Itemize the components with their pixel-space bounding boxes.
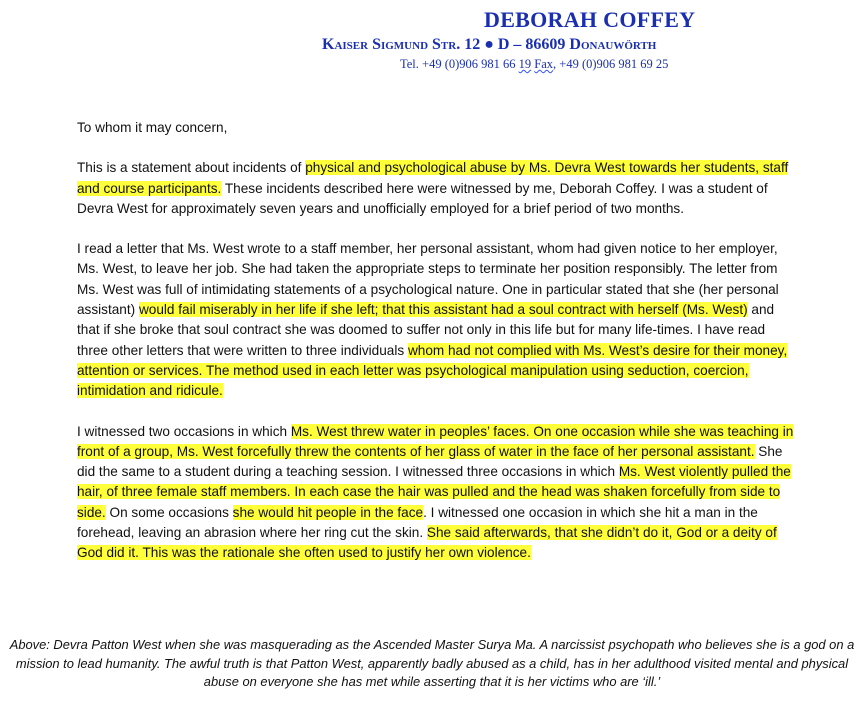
- text-segment: She did the same to a student during a teaching session. I witnessed three occasions in which: [77, 443, 783, 480]
- highlighted-text: physical and psychological abuse by Ms. Devra West towards her students, staff and course participants.: [77, 160, 789, 196]
- letterhead-address: Kaiser Sigmund Str. 12 ● D – 86609 Donauwörth: [322, 36, 657, 53]
- paragraph-1: [77, 158, 797, 219]
- highlighted-text: whom had not complied with Ms. West’s desire for their money, attention or services. The method used in each letter was psychological manipulation using seduction, coercion, intimidation and ridicule.: [77, 342, 788, 399]
- letter-body: [77, 118, 797, 584]
- paragraph-3: [77, 422, 797, 564]
- phone-extension: 19: [518, 57, 532, 71]
- text-segment: I read a letter that Ms. West wrote to a staff member, her personal assistant, whom had given notice to her employer, Ms. West, to leave her job. She had taken the appropriate steps to terminate her position responsibly. The letter from Ms. West was full of intimidating statements of a psychological nature. One in particular stated that she (her personal assistant): [77, 241, 779, 318]
- highlighted-text: Ms. West threw water in peoples’ faces. On one occasion while she was teaching in front of a group, Ms. West forcefully threw the contents of her glass of water in the face of her personal assistant.: [77, 423, 794, 459]
- highlighted-text: would fail miserably in her life if she left; that this assistant had a soul contract with herself (Ms. West): [138, 302, 748, 318]
- phone-prefix: Tel. +49 (0)906 981 66: [400, 57, 519, 71]
- text-segment: and that if she broke that soul contract she was doomed to suffer not only in this life but for many life-times. I have read three other letters that were written to three individuals: [77, 302, 775, 358]
- highlighted-text: She said afterwards, that she didn’t do it, God or a deity of God did it. This was the rationale she often used to justify her own violence.: [77, 525, 777, 561]
- letterhead: [318, 6, 788, 72]
- fax-number: , +49 (0)906 981 69 25: [553, 57, 669, 71]
- highlighted-text: Ms. West violently pulled the hair, of three female staff members. In each case the hair was pulled and the head was shaken forcefully from side to side.: [77, 464, 791, 520]
- text-segment: On some occasions: [105, 504, 233, 520]
- letterhead-name: DEBORAH COFFEY: [484, 7, 696, 32]
- text-segment: This is a statement about incidents of: [77, 160, 306, 176]
- text-segment: These incidents described here were witnessed by me, Deborah Coffey. I was a student of Devra West for approximately seven years and unofficially employed for a brief period of two months.: [77, 180, 768, 216]
- photo-caption: Above: Devra Patton West when she was masquerading as the Ascended Master Surya Ma. A narcissist psychopath who believes she is a god on a mission to lead humanity. The awful truth is that Patton West, apparently badly abused as a child, has in her adulthood visited mental and physical abuse on everyone she has met while asserting that it is her victims who are ‘ill.’: [9, 637, 855, 689]
- salutation: To whom it may concern,: [77, 120, 228, 135]
- letterhead-phone: [318, 56, 788, 72]
- paragraph-2: [77, 239, 797, 401]
- fax-label: Fax: [534, 57, 554, 71]
- text-segment: I witnessed two occasions in which: [77, 423, 291, 439]
- highlighted-text: she would hit people in the face: [232, 504, 424, 520]
- text-segment: . I witnessed one occasion in which she hit a man in the forehead, leaving an abrasion where her ring cut the skin.: [77, 504, 758, 541]
